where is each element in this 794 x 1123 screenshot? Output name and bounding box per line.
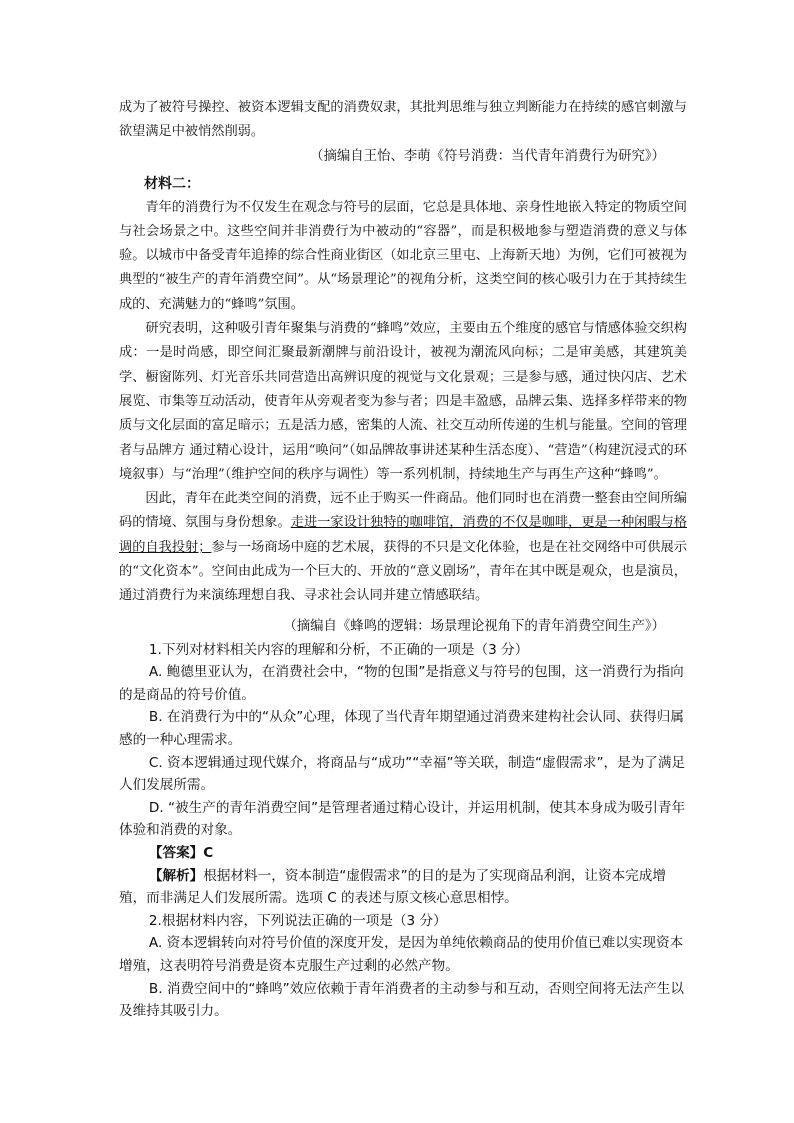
answer-value: C bbox=[203, 844, 214, 861]
source-citation-1: （摘编自王怡、李萌《符号消费：当代青年消费行为研究》） bbox=[310, 148, 665, 164]
underlined-text: 走进一家设计独特的咖啡馆，消费的不仅是咖啡，更是一种闲暇与格调的自我投射； bbox=[119, 515, 688, 555]
question-1-option-b: B. 在消费行为中的“从众”心理，体现了当代青年期望通过消费来建构社会认同、获得归属感的一种心理需求。 bbox=[119, 709, 684, 749]
material2-paragraph-3 bbox=[119, 487, 687, 608]
question-2-option-a: A. 资本逻辑转向对符号价值的深度开发，是因为单纯依赖商品的使用价值已难以实现资本增殖，这表明符号消费是资本克服生产过剩的必然产物。 bbox=[119, 935, 684, 974]
analysis-text: 根据材料一，资本制造“虚假需求”的目的是为了实现商品利润，让资本完成增殖，而非满足人们发展所需。选项 C 的表述与原文核心意思相悖。 bbox=[119, 867, 666, 907]
answer-line bbox=[119, 842, 687, 865]
question-1-option-d: D. “被生产的青年消费空间”是管理者通过精心设计，并运用机制，使其本身成为吸引青年体验和消费的对象。 bbox=[119, 799, 686, 839]
source-citation-2: （摘编自《蜂鸣的逻辑：场景理论视角下的青年消费空间生产》） bbox=[283, 618, 665, 634]
analysis-paragraph bbox=[119, 865, 687, 910]
material2-paragraph-2: 研究表明，这种吸引青年聚集与消费的“蜂鸣”效应，主要由五个维度的感官与情感体验交织构成：一是时尚感，即空间汇聚最新潮牌与前沿设计，被视为潮流风向标；二是审美感，其建筑美学、橱窗陈列、灯光音乐共同营造出高辨识度的视觉与文化景观；三是参与感，通过快闪店、艺术展览、市集等互动活动，使青年从旁观者变为参与者；四是丰盈感，品牌云集、选择多样带来的物质与文化层面的富足暗示；五是活力感，密集的人流、社交互动所传递的生机与能量。空间的管理者与品牌方 通过精心设计，运用“唤问”（如品牌故事讲述某种生活态度）、“营造”（构建沉浸式的环境叙事）与“治理”（维护空间的秩序与调性）等一系列机制，持续地生产与再生产这种“蜂鸣”。 bbox=[119, 321, 687, 482]
paragraph-3-text-b: 参与一场商场中庭的艺术展，获得的不只是文化体验，也是在社交网络中可供展示的“文化资本”。空间由此成为一个巨大的、开放的“意义剧场”，青年在其中既是观众，也是演员，通过消费行为来演练理想自我、寻求社会认同并建立情感联结。 bbox=[119, 539, 688, 604]
document-page bbox=[119, 96, 687, 1023]
answer-label: 【答案】 bbox=[148, 844, 204, 861]
material2-heading: 材料二： bbox=[144, 175, 200, 192]
question-2-option-b: B. 消费空间中的“蜂鸣”效应依赖于青年消费者的主动参与和互动，否则空间将无法产生以及维持其吸引力。 bbox=[119, 980, 684, 1020]
question-1-option-c: C. 资本逻辑通过现代媒介，将商品与“成功”“幸福”等关联，制造“虚假需求”，是为了满足人们发展所需。 bbox=[119, 754, 686, 794]
material1-tail: 成为了被符号操控、被资本逻辑支配的消费奴隶，其批判思维与独立判断能力在持续的感官刺激与欲望满足中被悄然削弱。 bbox=[119, 100, 687, 140]
question-1-stem: 1.下列对材料相关内容的理解和分析，不正确的一项是（3 分） bbox=[148, 641, 529, 658]
question-2-stem: 2.根据材料内容，下列说法正确的一项是（3 分） bbox=[148, 912, 447, 929]
question-1-option-a: A. 鲍德里亚认为，在消费社会中，“物的包围”是指意义与符号的包围，这一消费行为指向的是商品的符号价值。 bbox=[119, 664, 684, 703]
material2-paragraph-1: 青年的消费行为不仅发生在观念与符号的层面，它总是具体地、亲身性地嵌入特定的物质空间与社会场景之中。这些空间并非消费行为中被动的“容器”，而是积极地参与塑造消费的意义与体验。以城市中备受青年追捧的综合性商业街区（如北京三里屯、上海新天地）为例，它们可被视为典型的“被生产的青年消费空间”。从“场景理论”的视角分析，这类空间的核心吸引力在于其持续生成的、充满魅力的“蜂鸣”氛围。 bbox=[119, 199, 687, 312]
analysis-label: 【解析】 bbox=[148, 867, 204, 884]
paragraph-3-text-a: 因此，青年在此类空间的消费，远不止于购买一件商品。他们同时也在消费一整套由空间所编码的情境、氛围与身份想象。 bbox=[119, 491, 687, 531]
